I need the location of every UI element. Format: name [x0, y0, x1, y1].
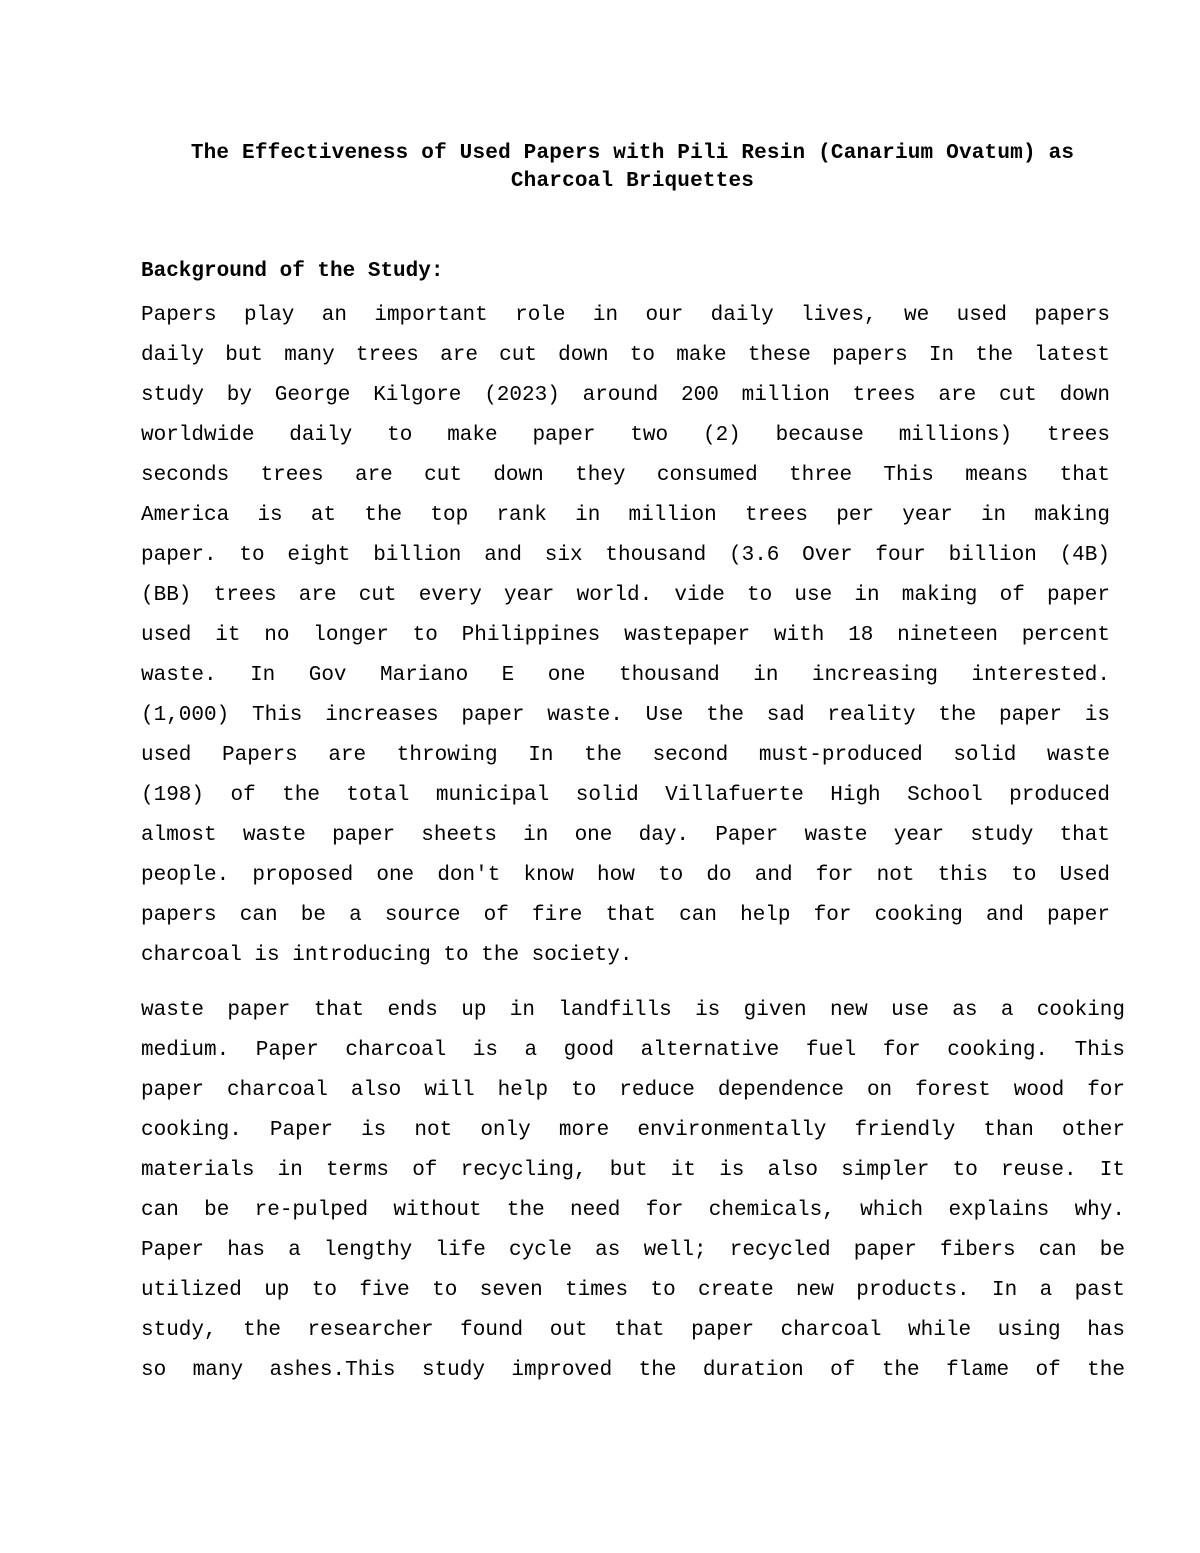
paragraph-1: [141, 296, 1110, 976]
paragraph-line: Papers play an important role in our daily lives, we used papers: [141, 304, 1110, 327]
paragraph-line: so many ashes.This study improved the duration of the flame of the: [141, 1359, 1125, 1382]
section-heading: Background of the Study:: [141, 260, 444, 283]
paragraph-line: (BB) trees are cut every year world. vide to use in making of paper: [141, 584, 1110, 607]
paragraph-line: used Papers are throwing In the second must-produced solid waste: [141, 744, 1110, 767]
paragraph-line: cooking. Paper is not only more environmentally friendly than other: [141, 1119, 1125, 1142]
paragraph-line: waste. In Gov Mariano E one thousand in increasing interested.: [141, 664, 1110, 687]
paragraph-line: seconds trees are cut down they consumed three This means that: [141, 464, 1110, 487]
paragraph-line: people. proposed one don't know how to do and for not this to Used: [141, 864, 1110, 887]
paragraph-line: papers can be a source of fire that can help for cooking and paper: [141, 904, 1110, 927]
title-line-2: Charcoal Briquettes: [510, 170, 755, 193]
paragraph-line: daily but many trees are cut down to make these papers In the latest: [141, 344, 1110, 367]
paragraph-line: study by George Kilgore (2023) around 200 million trees are cut down: [141, 384, 1110, 407]
paragraph-2: [141, 991, 1125, 1391]
paragraph-line: worldwide daily to make paper two (2) because millions) trees: [141, 424, 1110, 447]
paragraph-line: study, the researcher found out that paper charcoal while using has: [141, 1319, 1125, 1342]
paragraph-line: charcoal is introducing to the society.: [141, 944, 633, 967]
paragraph-line: paper. to eight billion and six thousand (3.6 Over four billion (4B): [141, 544, 1110, 567]
paragraph-line: (198) of the total municipal solid Villafuerte High School produced: [141, 784, 1110, 807]
paragraph-line: almost waste paper sheets in one day. Paper waste year study that: [141, 824, 1110, 847]
title-line-1: The Effectiveness of Used Papers with Pili Resin (Canarium Ovatum) as: [190, 142, 1075, 165]
paragraph-line: America is at the top rank in million trees per year in making: [141, 504, 1110, 527]
paragraph-line: Paper has a lengthy life cycle as well; recycled paper fibers can be: [141, 1239, 1125, 1262]
paragraph-line: medium. Paper charcoal is a good alternative fuel for cooking. This: [141, 1039, 1125, 1062]
paragraph-line: utilized up to five to seven times to create new products. In a past: [141, 1279, 1125, 1302]
paragraph-line: (1,000) This increases paper waste. Use the sad reality the paper is: [141, 704, 1110, 727]
document-title: [140, 140, 1125, 196]
paragraph-line: can be re-pulped without the need for chemicals, which explains why.: [141, 1199, 1125, 1222]
paragraph-line: waste paper that ends up in landfills is given new use as a cooking: [141, 999, 1125, 1022]
paragraph-line: used it no longer to Philippines wastepaper with 18 nineteen percent: [141, 624, 1110, 647]
paragraph-line: materials in terms of recycling, but it is also simpler to reuse. It: [141, 1159, 1125, 1182]
paragraph-line: paper charcoal also will help to reduce dependence on forest wood for: [141, 1079, 1125, 1102]
